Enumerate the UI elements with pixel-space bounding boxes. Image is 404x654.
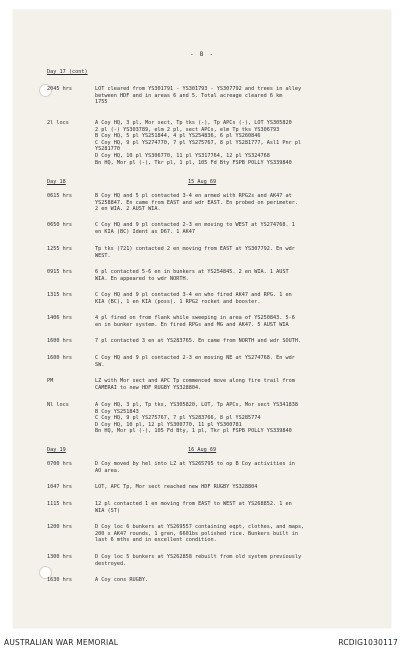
entry-text: A Coy HQ, 3 pl, Mor sect, Tp tks (-), Tp APCs (-), LOT YS305820 2 pl (-) YS303789, elm 2 pl, sect APCs, elm Tp tks YS306793 B Coy HQ, 5 pl YS251844, 4 pl YS254836, 6 pl YS260846 C Coy HQ, 9 pl YS274770, 7 pl YS275767, 8 pl YS281777, Asl1 Pnr pl YS281770 D Coy HQ, 10 pl YS306770, 11 pl YS317764, 12 pl YS324768 Bn HQ, Mor pl (-), Tkr pl, 1 pl, 105 Fd Bty FSPB POLLY YS339840 bbox=[95, 120, 302, 166]
entry-time: 1115 hrs bbox=[47, 501, 72, 507]
entry-time: 0915 hrs bbox=[47, 269, 72, 275]
entry-text: C Coy HQ and 9 pl contacted 3-4 en who fired AK47 and RPG. 1 en KIA (BC), 1 en KIA (poss). 1 RPG2 rocket and booster. bbox=[95, 292, 292, 305]
entry-time: 1600 hrs bbox=[47, 355, 72, 361]
entry-text: B Coy HQ and 5 pl contacted 3-4 en armed with RPG2s and AK47 at YS258847. En came from EAST and wdr EAST. En probed on perimeter. 2 en WIA. 2 AUST WIA. bbox=[95, 193, 299, 213]
entry-time: 0615 hrs bbox=[47, 193, 72, 199]
entry-text: 7 pl contacted 3 en at YS283765. En came from NORTH and wdr SOUTH. bbox=[95, 338, 302, 344]
entry-text: C Coy HQ and 9 pl contacted 2-3 en moving to WEST at YS274768. 1 en KIA (BC) Ident as D67. 1 AK47 bbox=[95, 222, 295, 235]
entry-text: D Coy loc 6 bunkers at YS269557 containing eqpt, clothes, and maps, 200 x AK47 rounds, 1 gren, 6601bs polished rice. Bunkers built in last 6 mths and in excellent condition. bbox=[95, 524, 305, 544]
entry-text: A Coy cons RUGBY. bbox=[95, 577, 149, 583]
entry-time: 1600 hrs bbox=[47, 338, 72, 344]
entry-time: 1300 hrs bbox=[47, 554, 72, 560]
entry-text: 6 pl contacted 5-6 en in bunkers at YS254845. 2 en WIA. 1 AUST WIA. En appeared to wdr NORTH. bbox=[95, 269, 289, 282]
entry-text: LOT, APC Tp, Mor sect reached new HDF RUGBY YS328804 bbox=[95, 484, 258, 490]
entry-text: Tp tks (721) contacted 2 en moving from EAST at YS307792. En wdr WEST. bbox=[95, 246, 295, 259]
document-page bbox=[13, 10, 391, 628]
day-label: Day 18 bbox=[47, 179, 66, 185]
entry-time: Nl locs bbox=[47, 402, 69, 408]
day-date: 16 Aug 69 bbox=[188, 447, 217, 453]
entry-text: 4 pl fired on from flank while sweeping in area of YS250843. 5-6 en in bunker system. En fired RPGs and MG and AK47. 5 AUST WIA bbox=[95, 315, 295, 328]
day-label: Day 17 (cont) bbox=[47, 69, 88, 75]
entry-text: LOT cleared from YS301791 - YS301793 - YS307792 and trees in alley between HDF and in areas 6 and 5. Total acreage cleared 6 km 1755 bbox=[95, 86, 302, 106]
day-date: 15 Aug 69 bbox=[188, 179, 217, 185]
archive-name: AUSTRALIAN WAR MEMORIAL bbox=[4, 638, 119, 647]
entry-text: A Coy HQ, 3 pl, Tp tks, YS305820, LOT, Tp APCs, Mor sect YS341838 B Coy YS251843 C Coy HQ, 9 pl YS275767, 7 pl YS283766, 8 pl YS285774 D Coy HQ, 10 pl, 12 pl YS300770, 11 pl YS300781 Bn HQ, Mor pl (-), 105 Fd Bty, 1 pl, Tkr pl FSPB POLLY YS339840 bbox=[95, 402, 299, 435]
entry-time: PM bbox=[47, 378, 54, 384]
archive-reference: RCDIG1030117 bbox=[338, 638, 398, 647]
entry-time: 0700 hrs bbox=[47, 461, 72, 467]
entry-time: 1406 hrs bbox=[47, 315, 72, 321]
entry-text: D Coy loc 5 bunkers at YS262858 rebuilt from old system previously destroyed. bbox=[95, 554, 302, 567]
entry-time: 1315 hrs bbox=[47, 292, 72, 298]
entry-text: 12 pl contacted 1 en moving from EAST to WEST at YS268852. 1 en WIA (ST) bbox=[95, 501, 292, 514]
entry-time: 1630 hrs bbox=[47, 577, 72, 583]
entry-text: D Coy moved by hel into LZ at YS265795 to op B Coy activities in AO area. bbox=[95, 461, 295, 474]
entry-time: 0650 hrs bbox=[47, 222, 72, 228]
entry-text: C Coy HQ and 9 pl contacted 2-3 en moving NE at YS274768. En wdr SW. bbox=[95, 355, 295, 368]
entry-time: 1255 hrs bbox=[47, 246, 72, 252]
page-number: - 8 - bbox=[189, 50, 215, 58]
day-label: Day 19 bbox=[47, 447, 66, 453]
entry-text: LZ with Mor sect and APC Tp commenced move along fire trail from CAMERAI to new HDF RUGBY YS328804. bbox=[95, 378, 295, 391]
entry-time: 1047 hrs bbox=[47, 484, 72, 490]
entry-time: 2l locs bbox=[47, 120, 69, 126]
entry-time: 2045 hrs bbox=[47, 86, 72, 92]
entry-time: 1200 hrs bbox=[47, 524, 72, 530]
